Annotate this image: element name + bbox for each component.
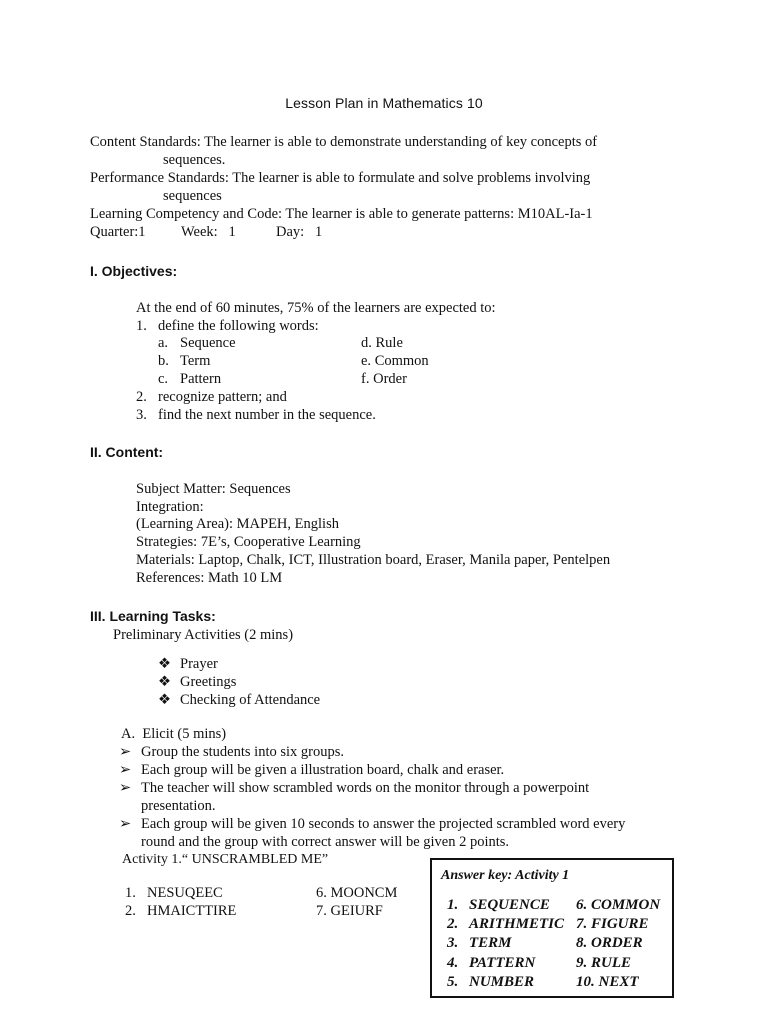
strategies: Strategies: 7E’s, Cooperative Learning [136,534,361,550]
elicit-heading: A. Elicit (5 mins) [121,726,227,742]
bullet-greetings: ❖ Greetings [158,674,237,690]
performance-standards-line1: Performance Standards: The learner is able to formulate and solve problems involving [90,170,591,186]
diamond-bullet-icon: ❖ [158,656,171,672]
word-item-b: b. Term [158,353,211,369]
objective-item-1: 1. define the following words: [136,318,319,334]
answer-item-3: 3. TERM [447,935,512,951]
elicit-step-3-cont: presentation. [141,798,216,814]
answer-item-7: 7. FIGURE [576,916,649,932]
answer-item-2: 2. ARITHMETIC [447,916,565,932]
answer-item-9: 9. RULE [576,955,632,971]
learning-tasks-heading: III. Learning Tasks: [90,608,216,624]
answer-item-4: 4. PATTERN [447,955,536,971]
list-number: 1. [136,318,147,334]
answer-key-title: Answer key: Activity 1 [441,868,570,883]
content-heading: II. Content: [90,444,164,460]
activity-title: Activity 1.“ UNSCRAMBLED ME” [122,852,329,867]
bullet-prayer: ❖ Prayer [158,656,218,672]
references: References: Math 10 LM [136,570,283,586]
objective-item-3: 3. find the next number in the sequence. [136,407,376,423]
materials: Materials: Laptop, Chalk, ICT, Illustration board, Eraser, Manila paper, Pentelpen [136,552,611,568]
content-standards-line1: Content Standards: The learner is able to demonstrate understanding of key concepts of [90,134,598,150]
objectives-heading: I. Objectives: [90,263,178,279]
elicit-step-4-cont: round and the group with correct answer will be given 2 points. [141,834,510,850]
integration: Integration: [136,499,204,515]
answer-item-8: 8. ORDER [576,935,643,951]
performance-standards-line2: sequences [163,188,222,204]
list-number: 2. [136,389,147,405]
elicit-step-3: ➢ The teacher will show scrambled words on the monitor through a powerpoint [119,780,590,796]
arrow-bullet-icon: ➢ [119,780,132,796]
week: Week: 1 [181,224,236,240]
scrambled-item-2: 2. HMAICTTIRE [125,903,237,919]
answer-item-10: 10. NEXT [576,974,639,990]
subject-matter: Subject Matter: Sequences [136,481,291,497]
word-item-f: f. Order [361,371,407,387]
answer-item-5: 5. NUMBER [447,974,535,990]
elicit-step-2: ➢ Each group will be given a illustration board, chalk and eraser. [119,762,505,778]
objective-item-2: 2. recognize pattern; and [136,389,287,405]
bullet-attendance: ❖ Checking of Attendance [158,692,321,708]
word-item-e: e. Common [361,353,429,369]
list-number: 3. [136,407,147,423]
word-item-d: d. Rule [361,335,403,351]
arrow-bullet-icon: ➢ [119,816,132,832]
day: Day: 1 [276,224,323,240]
word-item-a: a. Sequence [158,335,236,351]
scrambled-item-1: 1. NESUQEEC [125,885,223,901]
answer-item-6: 6. COMMON [576,897,661,913]
learning-area: (Learning Area): MAPEH, English [136,516,339,532]
arrow-bullet-icon: ➢ [119,744,132,760]
arrow-bullet-icon: ➢ [119,762,132,778]
objectives-intro: At the end of 60 minutes, 75% of the learners are expected to: [136,300,496,316]
elicit-step-1: ➢ Group the students into six groups. [119,744,344,760]
scrambled-item-7: 7. GEIURF [316,903,383,919]
page-title: Lesson Plan in Mathematics 10 [285,95,483,111]
content-standards-line2: sequences. [163,152,226,168]
elicit-step-4: ➢ Each group will be given 10 seconds to answer the projected scrambled word every [119,816,626,832]
quarter: Quarter:1 [90,224,146,240]
learning-competency: Learning Competency and Code: The learner is able to generate patterns: M10AL-Ia-1 [90,206,593,222]
scrambled-item-6: 6. MOONCM [316,885,398,901]
diamond-bullet-icon: ❖ [158,692,171,708]
word-item-c: c. Pattern [158,371,222,387]
answer-key-box [430,858,674,998]
answer-item-1: 1. SEQUENCE [447,897,550,913]
preliminary-activities: Preliminary Activities (2 mins) [113,627,294,643]
diamond-bullet-icon: ❖ [158,674,171,690]
